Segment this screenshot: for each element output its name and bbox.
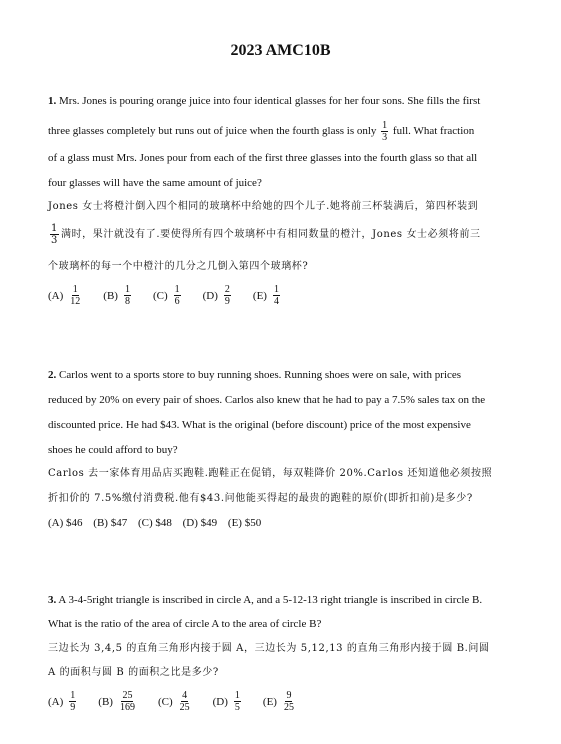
q2-choice-e: (E) $50 <box>227 517 262 529</box>
q2-line-1 <box>48 368 518 382</box>
choice-num: 4 <box>182 690 188 701</box>
q3-en-2: What is the ratio of the area of circle A to the area of circle B? <box>48 618 322 630</box>
choice-fraction <box>273 284 280 307</box>
q2-choice-c: (C) $48 <box>137 517 172 529</box>
q1-number: 1. <box>48 95 57 107</box>
choice-num: 25 <box>122 690 133 701</box>
choice-den: 25 <box>179 702 190 713</box>
choice-label: (E) <box>252 289 267 302</box>
q2-choice-b: (B) $47 <box>93 517 128 529</box>
q2-en-4: shoes he could afford to buy? <box>48 444 178 456</box>
q1-choice-d <box>203 284 233 307</box>
choice-label: (B) <box>98 695 113 708</box>
q1-fraction-den: 3 <box>382 132 388 143</box>
choice-den: 169 <box>119 702 135 713</box>
q2-choices <box>48 517 269 529</box>
q3-choice-c <box>158 690 193 713</box>
q3-cn-2: A 的面积与圆 B 的面积之比是多少? <box>48 667 219 678</box>
q1-choice-e <box>253 284 282 307</box>
choice-fraction <box>119 690 136 713</box>
q3-en-1: A 3-4-5right triangle is inscribed in circle A, and a 5-12-13 right triangle is inscribed in circle B. <box>58 594 483 606</box>
q1-en-2b: full. What fraction <box>392 125 475 138</box>
choice-label: (A) <box>48 289 64 302</box>
q2-en-1: Carlos went to a sports store to buy running shoes. Running shoes were on sale, with prices <box>59 369 462 381</box>
q2-cn-1: Carlos 去一家体育用品店买跑鞋.跑鞋正在促销，每双鞋降价 20%.Carlos 还知道他必须按照 <box>48 468 493 479</box>
choice-label: (E) <box>262 695 277 708</box>
q3-choice-b <box>98 690 138 713</box>
q3-choice-d <box>213 690 243 713</box>
choice-den: 9 <box>224 296 230 307</box>
q1-line-1 <box>48 94 518 108</box>
q2-number: 2. <box>48 369 57 381</box>
q2-choice-d: (D) $49 <box>182 517 218 529</box>
q1-cn-fraction-num: 1 <box>51 223 58 234</box>
choice-den: 4 <box>273 296 279 307</box>
q1-cn-2: 满时，果汁就没有了.要使得所有四个玻璃杯中有相同数量的橙汁，Jones 女士必须将前三 <box>60 229 481 240</box>
choice-num: 1 <box>124 284 130 295</box>
q1-cn-3: 个玻璃杯的每一个中橙汁的几分之几倒入第四个玻璃杯? <box>48 261 309 272</box>
choice-num: 1 <box>273 284 279 295</box>
choice-den: 25 <box>283 702 294 713</box>
q1-line-2 <box>48 120 518 143</box>
choice-num: 2 <box>224 284 230 295</box>
q2-en-3: discounted price. He had $43. What is the original (before discount) price of the most expensive <box>48 419 471 431</box>
choice-label: (A) <box>48 695 64 708</box>
q1-choice-a <box>48 284 83 307</box>
q2-cn-2: 折扣价的 7.5%缴付消费税.他有$43.问他能买得起的最贵的跑鞋的原价(即折扣前)是多少? <box>48 493 473 504</box>
choice-label: (B) <box>103 289 118 302</box>
q3-choice-a <box>48 690 78 713</box>
choice-fraction <box>283 690 295 713</box>
q2-choice-a: (A) $46 <box>48 517 83 529</box>
q1-en-2a: three glasses completely but runs out of juice when the fourth glass is only <box>48 125 377 138</box>
q2-en-2: reduced by 20% on every pair of shoes. Carlos also knew that he had to pay a 7.5% sales tax on the <box>48 394 486 406</box>
choice-num: 1 <box>234 690 240 701</box>
choice-fraction <box>174 284 181 307</box>
q3-choice-e <box>263 690 297 713</box>
choice-den: 5 <box>234 702 240 713</box>
choice-num: 9 <box>286 690 292 701</box>
q1-cn-fraction <box>50 223 59 246</box>
choice-fraction <box>179 690 191 713</box>
choice-num: 1 <box>70 690 76 701</box>
choice-label: (C) <box>157 695 173 708</box>
choice-fraction <box>234 690 241 713</box>
choice-fraction <box>69 690 76 713</box>
q3-choices <box>48 690 317 713</box>
choice-den: 12 <box>70 296 81 307</box>
q1-choices <box>48 284 302 307</box>
q1-fraction-num: 1 <box>382 120 388 131</box>
choice-num: 1 <box>72 284 78 295</box>
q3-cn-1: 三边长为 3,4,5 的直角三角形内接于圆 A，三边长为 5,12,13 的直角三角形内接于圆 B.问圆 <box>48 643 490 654</box>
q3-line-1 <box>48 593 518 607</box>
choice-num: 1 <box>174 284 180 295</box>
q1-en-1: Mrs. Jones is pouring orange juice into four identical glasses for her four sons. She fills the first <box>59 95 481 107</box>
q1-cn-line-2 <box>48 223 518 246</box>
q1-cn-1: Jones 女士将橙汁倒入四个相同的玻璃杯中给她的四个儿子.她将前三杯装满后，第四杯装到 <box>48 201 479 212</box>
choice-label: (C) <box>152 289 168 302</box>
page-title: 2023 AMC10B <box>230 42 331 59</box>
q3-number: 3. <box>48 594 57 606</box>
choice-fraction <box>224 284 231 307</box>
choice-label: (D) <box>202 289 218 302</box>
choice-den: 9 <box>70 702 76 713</box>
choice-label: (D) <box>212 695 228 708</box>
choice-fraction <box>69 284 81 307</box>
q1-choice-b <box>103 284 133 307</box>
choice-den: 8 <box>124 296 130 307</box>
choice-fraction <box>124 284 131 307</box>
q1-en-4: four glasses will have the same amount of juice? <box>48 177 262 189</box>
q1-fraction <box>381 120 388 143</box>
q1-en-3: of a glass must Mrs. Jones pour from each of the first three glasses into the fourth glass so that all <box>48 152 478 164</box>
q1-cn-fraction-den: 3 <box>51 235 58 246</box>
q1-choice-c <box>153 284 183 307</box>
choice-den: 6 <box>174 296 180 307</box>
